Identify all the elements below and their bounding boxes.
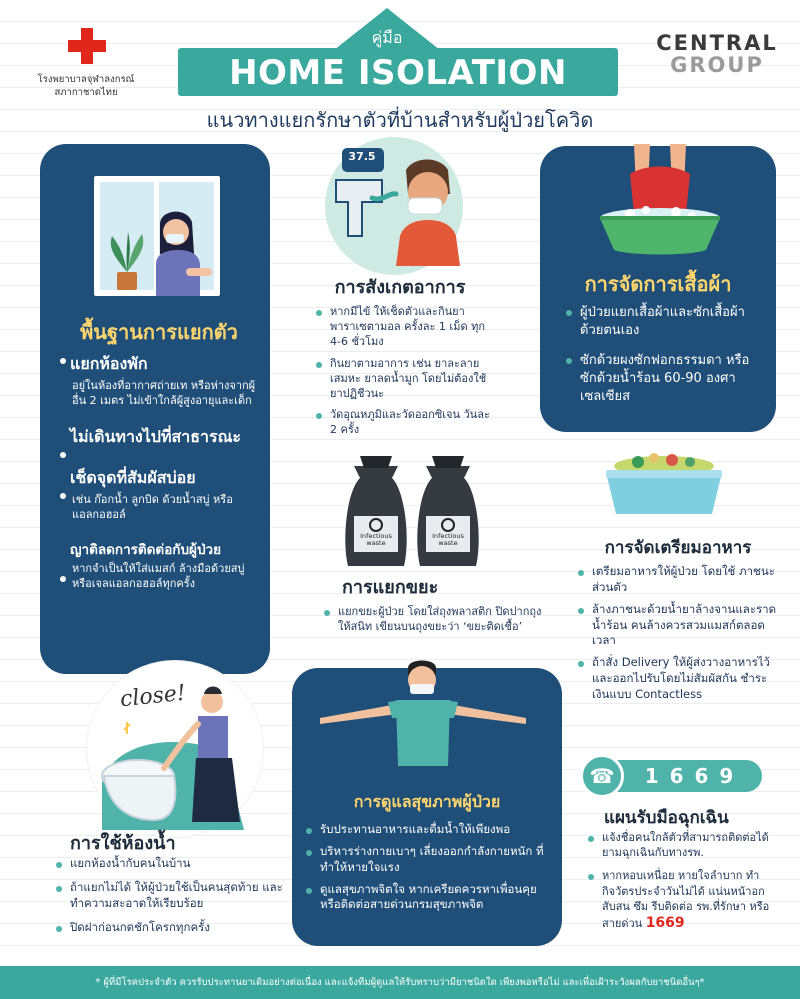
central-group-logo: [652, 32, 782, 76]
person-at-window-icon: [152, 206, 214, 296]
page-title: HOME ISOLATION: [229, 53, 567, 93]
thermometer-reading: 37.5: [348, 150, 376, 163]
isolation-dots: [60, 493, 66, 499]
close-sign-text: close!: [118, 680, 187, 713]
list-item: แยกห้องน้ำกับคนในบ้าน: [56, 856, 286, 872]
list-item: เตรียมอาหารให้ผู้ป่วย โดยใช้ ภาชนะส่วนตัว: [578, 564, 778, 596]
red-cross-logo: [68, 28, 106, 64]
isolation-item-body: อยู่ในห้องที่อากาศถ่ายเท หรือห่างจากผู้อื่น 2 เมตร ไม่เข้าใกล้ผู้สูงอายุและเด็ก: [72, 379, 256, 407]
isolation-item: [58, 466, 262, 523]
symptoms-title: การสังเกตอาการ: [334, 277, 466, 298]
food-container-icon: [602, 448, 726, 518]
health-title: การดูแลสุขภาพผู้ป่วย: [353, 792, 501, 811]
list-item: แยกขยะผู้ป่วย โดยใส่ถุงพลาสติก ปิดปากถุงให้สนิท เขียนบนถุงขยะว่า ‘ขยะติดเชื้อ’: [324, 604, 550, 634]
isolation-item-head: ไม่เดินทางไปที่สาธารณะ: [70, 426, 242, 446]
list-item: ซักด้วยผงซักฟอกธรรมดา หรือซักด้วยน้ำร้อน 60-90 องศาเซลเซียส: [566, 352, 762, 406]
list-item: วัดอุณหภูมิและวัดออกซิเจน วันละ 2 ครั้ง: [316, 407, 492, 437]
list-item: ถ้าสั่ง Delivery ให้ผู้ส่งวางอาหารไว้ และออกไปรับโดยไม่สัมผัสกัน ชำระเงินแบบ Contactless: [578, 655, 778, 703]
isolation-dots: [60, 358, 66, 364]
list-item: แจ้งชื่อคนใกล้ตัวที่สามารถติดต่อได้ยามฉุกเฉินกับทางรพ.: [588, 830, 786, 860]
list-item: บริหารร่างกายเบาๆ เลี่ยงออกกำลังกายหนัก ที่ทำให้หายใจแรง: [306, 844, 554, 876]
brand-line1: CENTRAL: [656, 31, 778, 55]
isolation-item: [58, 425, 262, 450]
symptoms-list: [316, 304, 492, 437]
emergency-list: [588, 830, 786, 933]
toilet-title: การใช้ห้องน้ำ: [70, 833, 176, 854]
guide-badge: คู่มือ: [371, 28, 403, 47]
laundry-title: การจัดการเสื้อผ้า: [584, 272, 732, 296]
health-list: [306, 822, 554, 913]
brand-line2: GROUP: [670, 53, 764, 78]
isolation-item-head: ญาติลดการติดต่อกับผู้ป่วย: [70, 542, 222, 559]
waste-bags-icon: [338, 452, 484, 570]
plant-icon: [104, 226, 150, 294]
list-item: รับประทานอาหารและดื่มน้ำให้เพียงพอ: [306, 822, 554, 838]
isolation-item-head: เช็ดจุดที่สัมผัสบ่อย: [70, 467, 196, 487]
isolation-item: [58, 538, 262, 592]
emergency-item-number: 1669: [645, 914, 685, 931]
exercising-person-icon: [318, 656, 528, 766]
isolation-dots: [60, 576, 66, 582]
waste-label-line2: waste: [366, 539, 386, 548]
hospital-name: [24, 74, 148, 100]
waste-label-line1: Infectious: [432, 532, 464, 540]
waste-label-line2: waste: [438, 539, 458, 548]
hospital-name-line1: โรงพยาบาลจุฬาลงกรณ์: [37, 74, 135, 85]
list-item: ถ้าแยกไม่ได้ ให้ผู้ป่วยใช้เป็นคนสุดท้าย และทำความสะอาดให้เรียบร้อย: [56, 880, 286, 912]
isolation-item: [58, 352, 262, 409]
list-item: หากมีไข้ ให้เช็ดตัวและกินยาพาราเซตามอล ครั้งละ 1 เม็ด ทุก 4-6 ชั่วโมง: [316, 304, 492, 350]
isolation-list: [58, 352, 262, 592]
waste-label-right: [426, 533, 470, 547]
footer-note: * ผู้ที่มีโรคประจำตัว ควรรับประทานยาเดิมอย่างต่อเนื่อง และแจ้งทีมผู้ดูแลให้รับทราบว่ามียาชนิดใด เพียงพอหรือไม่ และเพื่อเฝ้าระวังผลกับยาชนิดอื่นๆ*: [95, 977, 705, 988]
hotline-number: 1 6 6 9: [644, 764, 736, 788]
list-item: ปิดฝาก่อนกดชักโครกทุกครั้ง: [56, 920, 286, 936]
hospital-name-line2: สภากาชาดไทย: [54, 86, 118, 98]
waste-label-left: [354, 533, 398, 547]
isolation-dots: [60, 452, 66, 458]
list-item: ดูแลสุขภาพจิตใจ หากเครียดควรหาเพื่อนคุย หรือติดต่อสายด่วนกรมสุขภาพจิต: [306, 882, 554, 914]
isolation-item-body: เช่น ก๊อกน้ำ ลูกบิด ด้วยน้ำสบู่ หรือแอลกอฮอล์: [72, 492, 233, 521]
toilet-list: [56, 856, 286, 935]
food-list: [578, 564, 778, 703]
list-item: [588, 868, 786, 933]
emergency-title: แผนรับมือฉุกเฉิน: [604, 808, 729, 828]
list-item: ล้างภาชนะด้วยน้ำยาล้างจานและราดน้ำร้อน คนล้างควรสวมแมสก์ตลอดเวลา: [578, 602, 778, 650]
waste-title: การแยกขยะ: [342, 577, 439, 598]
list-item: กินยาตามอาการ เช่น ยาละลายเสมหะ ยาลดน้ำมูก โดยไม่ต้องใช้ยาปฏิชีวนะ: [316, 356, 492, 402]
page-subtitle: แนวทางแยกรักษาตัวที่บ้านสำหรับผู้ป่วยโควิด: [206, 108, 594, 132]
isolation-item-body: หากจำเป็นให้ใส่แมสก์ ล้างมือด้วยสบู่หรือเจลแอลกอฮอล์ทุกครั้ง: [72, 562, 245, 591]
phone-icon: ☎: [580, 754, 624, 798]
isolation-item-head: แยกห้องพัก: [70, 354, 148, 373]
emergency-item-text: หากหอบเหนื่อย หายใจลำบาก ทำกิจวัตรประจำวันไม่ได้ แน่นหน้าอก สับสน ซึม รีบติดต่อ รพ.ที่รักษา หรือสายด่วน: [602, 869, 770, 930]
waste-list: [324, 604, 550, 634]
waste-label-line1: Infectious: [360, 532, 392, 540]
list-item: ผู้ป่วยแยกเสื้อผ้าและซักเสื้อผ้าด้วยตนเอง: [566, 304, 762, 340]
food-title: การจัดเตรียมอาหาร: [604, 538, 752, 558]
isolation-title: พื้นฐานการแยกตัว: [80, 320, 238, 344]
laundry-list: [566, 304, 762, 406]
laundry-basin-icon: [590, 144, 730, 258]
